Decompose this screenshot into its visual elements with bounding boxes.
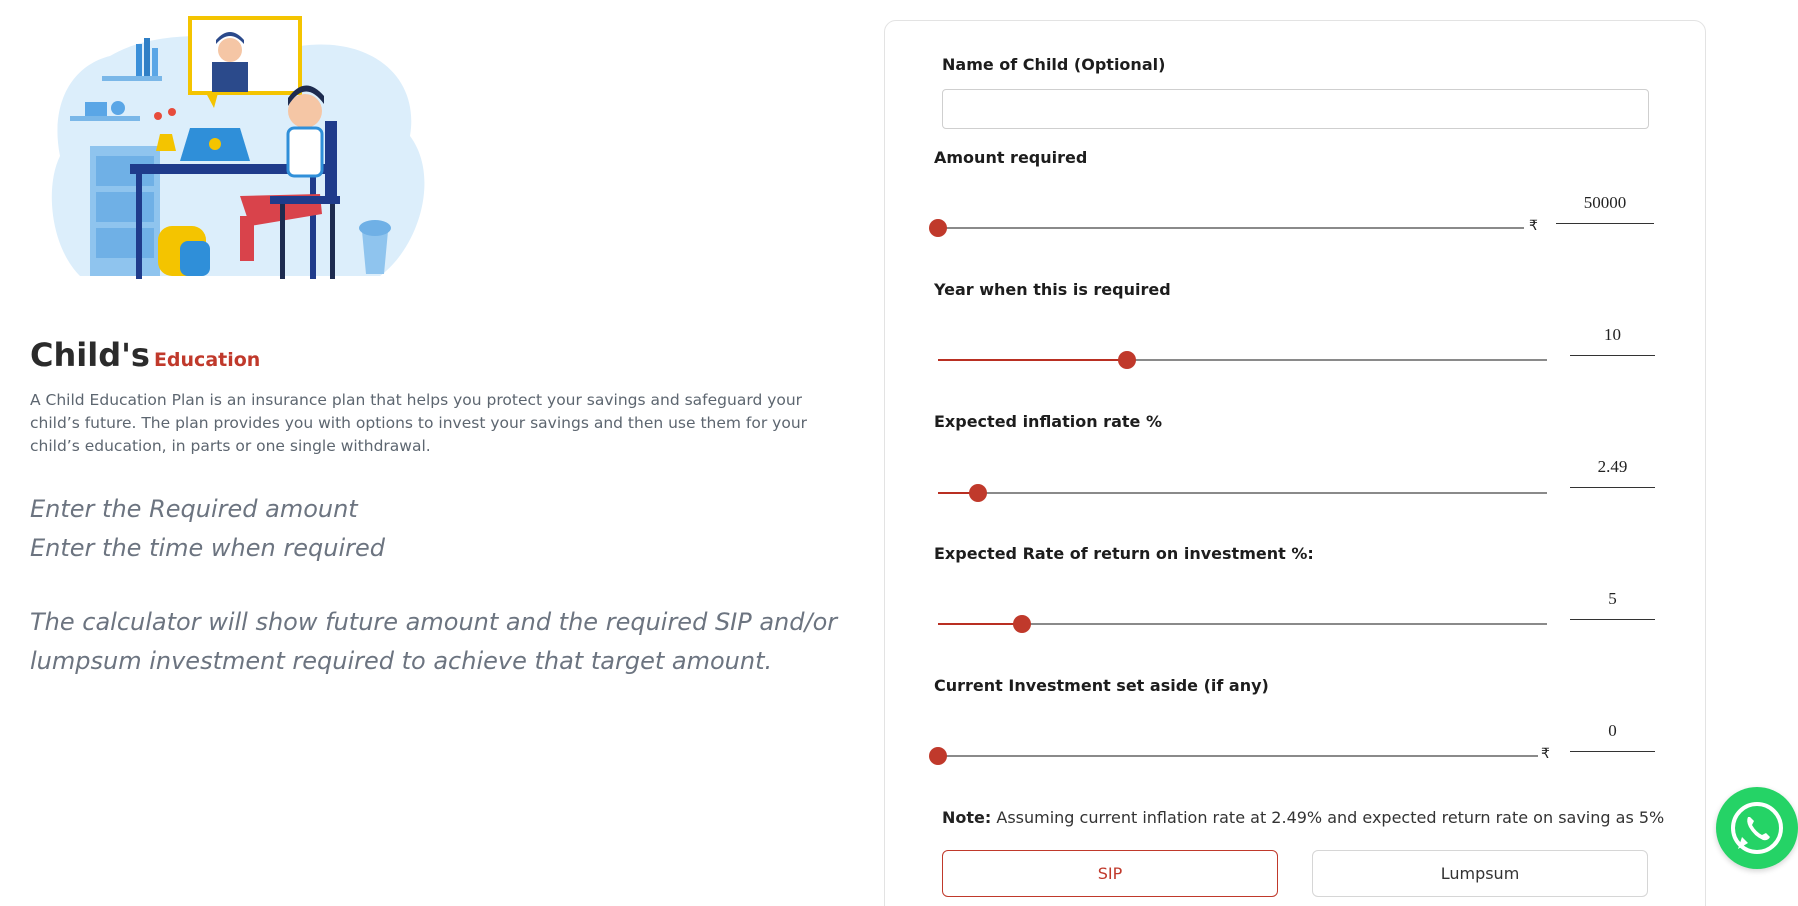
year-slider-fill xyxy=(938,359,1127,361)
title-accent: Education xyxy=(153,349,261,371)
assumption-note xyxy=(942,808,1664,827)
amount-currency-icon: ₹ xyxy=(1529,218,1538,234)
return-rate-slider-fill xyxy=(938,623,1022,625)
child-studying-illustration xyxy=(40,16,440,306)
current-investment-currency-icon: ₹ xyxy=(1541,746,1550,762)
inflation-label: Expected inflation rate % xyxy=(934,412,1162,431)
return-rate-label: Expected Rate of return on investment %: xyxy=(934,544,1314,563)
amount-label: Amount required xyxy=(934,148,1088,167)
current-investment-label: Current Investment set aside (if any) xyxy=(934,676,1269,695)
inflation-slider[interactable] xyxy=(938,483,1547,503)
note-text: Assuming current inflation rate at 2.49% and expected return rate on saving as 5% xyxy=(991,808,1665,827)
whatsapp-button[interactable] xyxy=(1716,787,1798,869)
year-value-input[interactable]: 10 xyxy=(1570,320,1655,356)
year-label: Year when this is required xyxy=(934,280,1171,299)
year-slider-thumb[interactable] xyxy=(1118,351,1136,369)
current-investment-value-input[interactable]: 0 xyxy=(1570,716,1655,752)
note-label: Note: xyxy=(942,808,992,827)
amount-slider-thumb[interactable] xyxy=(929,219,947,237)
current-investment-slider[interactable] xyxy=(938,746,1538,766)
child-name-label: Name of Child (Optional) xyxy=(942,55,1166,74)
instruction-step-3: The calculator will show future amount and the required SIP and/or lumpsum investment required to achieve that target amount. xyxy=(30,608,838,675)
plan-description: A Child Education Plan is an insurance plan that helps you protect your savings and safeguard your child’s future. The plan provides you with options to invest your savings and then use them for your child’s education, in parts or one single withdrawal. xyxy=(30,391,808,455)
amount-slider[interactable] xyxy=(938,218,1524,238)
whatsapp-icon xyxy=(1716,787,1798,869)
left-panel xyxy=(0,0,860,906)
return-rate-slider-thumb[interactable] xyxy=(1013,615,1031,633)
title-main: Child's xyxy=(30,336,150,374)
current-investment-slider-thumb[interactable] xyxy=(929,747,947,765)
instructions xyxy=(30,490,860,681)
return-rate-slider[interactable] xyxy=(938,614,1547,634)
sip-button[interactable]: SIP xyxy=(942,850,1278,897)
child-name-input[interactable] xyxy=(942,89,1649,129)
page-title xyxy=(30,336,260,374)
year-slider[interactable] xyxy=(938,350,1547,370)
lumpsum-button[interactable]: Lumpsum xyxy=(1312,850,1648,897)
instruction-step-2: Enter the time when required xyxy=(30,534,385,562)
instruction-step-1: Enter the Required amount xyxy=(30,495,358,523)
amount-value-input[interactable]: 50000 xyxy=(1556,188,1654,224)
inflation-slider-thumb[interactable] xyxy=(969,484,987,502)
calculator-card xyxy=(884,20,1706,906)
inflation-value-input[interactable]: 2.49 xyxy=(1570,452,1655,488)
return-rate-value-input[interactable]: 5 xyxy=(1570,584,1655,620)
